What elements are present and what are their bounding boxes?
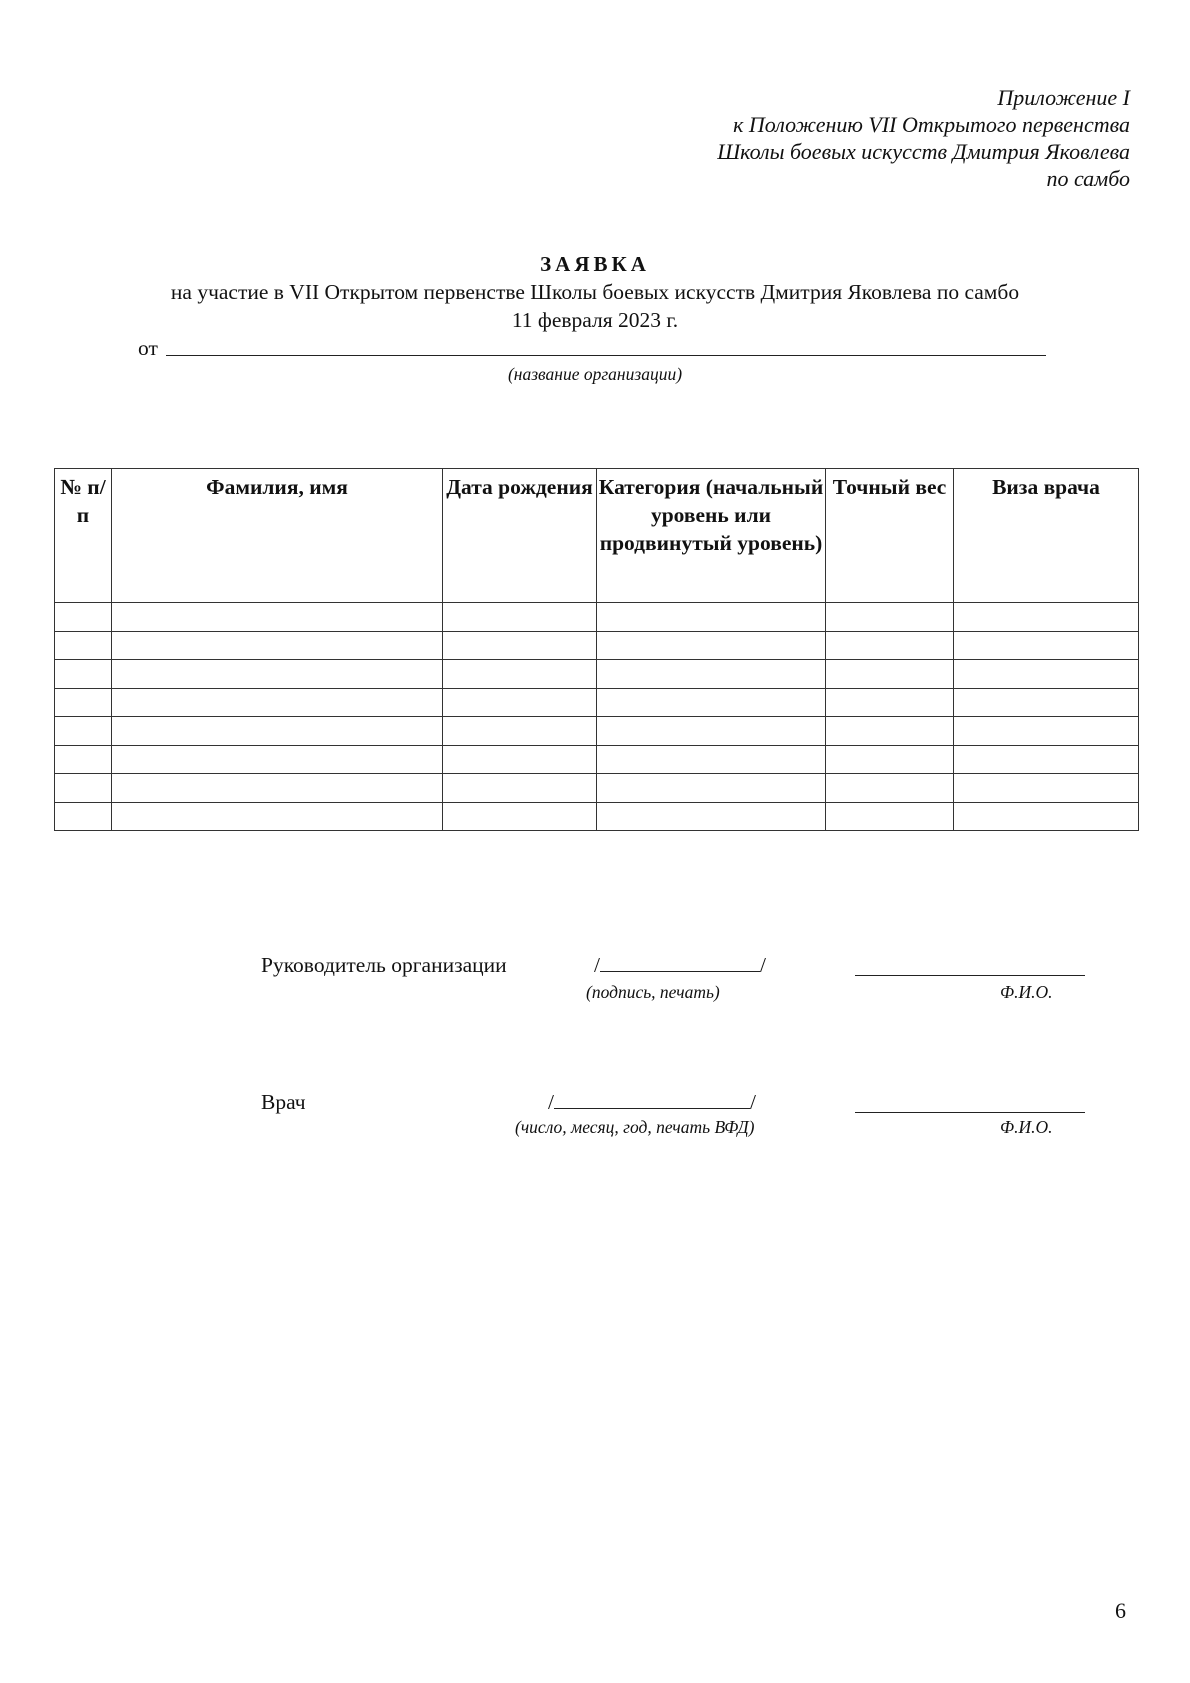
organization-name-field[interactable] — [166, 355, 1046, 356]
head-signature-field[interactable]: / / — [594, 953, 766, 977]
column-header-number: № п/п — [55, 469, 112, 603]
column-header-name: Фамилия, имя — [112, 469, 443, 603]
table-row — [55, 745, 1139, 774]
table-cell[interactable] — [954, 802, 1139, 831]
table-body — [55, 603, 1139, 831]
head-signature-caption: (подпись, печать) — [586, 982, 720, 1002]
doctor-name-caption: Ф.И.О. — [1000, 1117, 1053, 1137]
table-cell[interactable] — [112, 745, 443, 774]
table-cell[interactable] — [55, 603, 112, 632]
table-cell[interactable] — [954, 603, 1139, 632]
appendix-line: Приложение I — [997, 85, 1130, 110]
appendix-line: к Положению VII Открытого первенства — [733, 112, 1130, 137]
table-cell[interactable] — [826, 631, 954, 660]
table-cell[interactable] — [597, 774, 826, 803]
head-of-organization-label: Руководитель организации — [261, 953, 507, 977]
table-cell[interactable] — [826, 717, 954, 746]
table-row — [55, 774, 1139, 803]
table-row — [55, 802, 1139, 831]
appendix-reference — [717, 84, 1130, 192]
table-cell[interactable] — [443, 802, 597, 831]
table-cell[interactable] — [112, 603, 443, 632]
table-cell[interactable] — [954, 745, 1139, 774]
table-cell[interactable] — [443, 745, 597, 774]
table-cell[interactable] — [443, 688, 597, 717]
table-cell[interactable] — [55, 717, 112, 746]
table-cell[interactable] — [55, 774, 112, 803]
table-cell[interactable] — [112, 717, 443, 746]
table-cell[interactable] — [954, 631, 1139, 660]
table-cell[interactable] — [55, 802, 112, 831]
table-cell[interactable] — [443, 631, 597, 660]
table-header-row — [55, 469, 1139, 603]
doctor-date-stamp-field[interactable]: / / — [548, 1090, 756, 1114]
table-row — [55, 603, 1139, 632]
table-cell[interactable] — [826, 745, 954, 774]
appendix-line: Школы боевых искусств Дмитрия Яковлева — [717, 139, 1130, 164]
table-cell[interactable] — [112, 774, 443, 803]
table-cell[interactable] — [55, 660, 112, 689]
table-cell[interactable] — [112, 631, 443, 660]
table-cell[interactable] — [597, 660, 826, 689]
application-header — [0, 250, 1190, 334]
doctor-name-field[interactable] — [855, 1112, 1085, 1113]
table-cell[interactable] — [112, 802, 443, 831]
table-row — [55, 717, 1139, 746]
table-cell[interactable] — [597, 688, 826, 717]
table-cell[interactable] — [826, 774, 954, 803]
table-cell[interactable] — [826, 603, 954, 632]
table-cell[interactable] — [597, 802, 826, 831]
table-row — [55, 631, 1139, 660]
table-cell[interactable] — [597, 603, 826, 632]
table-cell[interactable] — [55, 745, 112, 774]
from-label: от — [138, 336, 158, 360]
table-row — [55, 660, 1139, 689]
column-header-category: Категория (начальный уровень или продвинутый уровень) — [597, 469, 826, 603]
table-cell[interactable] — [443, 660, 597, 689]
column-header-doctor-visa: Виза врача — [954, 469, 1139, 603]
table-cell[interactable] — [443, 603, 597, 632]
table-cell[interactable] — [597, 717, 826, 746]
document-title: ЗАЯВКА — [540, 252, 650, 276]
participants-table — [54, 468, 1139, 831]
table-cell[interactable] — [112, 688, 443, 717]
table-cell[interactable] — [55, 631, 112, 660]
table-cell[interactable] — [954, 660, 1139, 689]
table-cell[interactable] — [443, 774, 597, 803]
organization-caption: (название организации) — [507, 364, 683, 384]
table-cell[interactable] — [597, 631, 826, 660]
table-cell[interactable] — [954, 774, 1139, 803]
head-name-caption: Ф.И.О. — [1000, 982, 1053, 1002]
table-cell[interactable] — [954, 717, 1139, 746]
document-subtitle: на участие в VII Открытом первенстве Школы боевых искусств Дмитрия Яковлева по самбо — [170, 280, 1020, 304]
table-cell[interactable] — [112, 660, 443, 689]
event-date: 11 февраля 2023 г. — [511, 308, 679, 332]
table-cell[interactable] — [954, 688, 1139, 717]
doctor-signature-caption: (число, месяц, год, печать ВФД) — [515, 1117, 755, 1137]
table-cell[interactable] — [55, 688, 112, 717]
column-header-birthdate: Дата рождения — [443, 469, 597, 603]
column-header-weight: Точный вес — [826, 469, 954, 603]
table-cell[interactable] — [826, 688, 954, 717]
table-cell[interactable] — [443, 717, 597, 746]
head-name-field[interactable] — [855, 975, 1085, 976]
table-cell[interactable] — [826, 802, 954, 831]
table-row — [55, 688, 1139, 717]
doctor-label: Врач — [261, 1090, 306, 1114]
appendix-line: по самбо — [1046, 166, 1130, 191]
table-cell[interactable] — [597, 745, 826, 774]
table-cell[interactable] — [826, 660, 954, 689]
page-number: 6 — [1115, 1598, 1126, 1623]
